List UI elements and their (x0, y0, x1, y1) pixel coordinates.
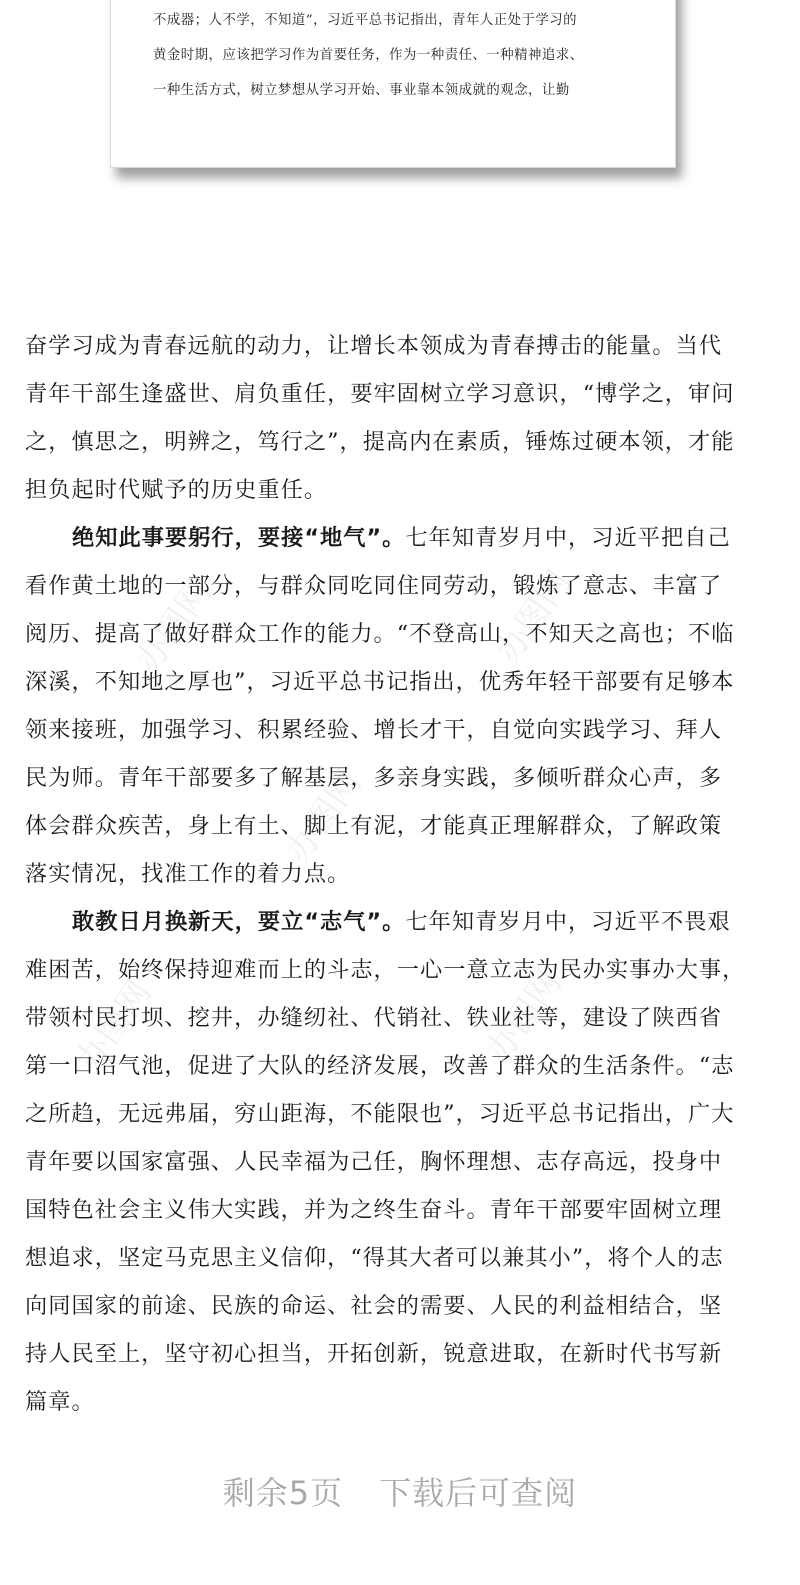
text-line: 想追求，坚定马克思主义信仰，“得其大者可以兼其小”，将个人的志 (25, 1245, 724, 1271)
text-line: 难困苦，始终保持迎难而上的斗志，一心一意立志为民办实事办大事， (25, 957, 746, 983)
text-run: 七年知青岁月中，习近平不畏艰 (405, 909, 731, 935)
paragraph-2 (25, 514, 775, 898)
text-line: 青年要以国家富强、人民幸福为己任，胸怀理想、志存高远，投身中 (25, 1149, 723, 1175)
text-line: 青年干部生逢盛世、肩负重任，要牢固树立学习意识，“博学之，审问 (25, 381, 735, 407)
text-line: 体会群众疾苦，身上有土、脚上有泥，才能真正理解群众，了解政策 (25, 813, 723, 839)
text-line: 担负起时代赋予的历史重任。 (25, 477, 328, 503)
text-line: 向同国家的前途、民族的命运、社会的需要、人民的利益相结合，坚 (25, 1293, 723, 1319)
remaining-pages-label: 剩余5页 (222, 1474, 344, 1512)
preview-card-text (153, 3, 673, 108)
card-line: 一种生活方式，树立梦想从学习开始、事业靠本领成就的观念，让勤 (153, 83, 570, 98)
text-line (25, 898, 775, 946)
text-line: 带领村民打坝、挖井，办缝纫社、代销社、铁业社等，建设了陕西省 (25, 1005, 723, 1031)
paragraph-heading: 绝知此事要躬行，要接“地气”。 (72, 525, 406, 551)
text-line: 之，慎思之，明辨之，笃行之”，提高内在素质，锤炼过硬本领，才能 (25, 429, 735, 455)
text-line: 国特色社会主义伟大实践，并为之终生奋斗。青年干部要牢固树立理 (25, 1197, 723, 1223)
text-line: 落实情况，找准工作的着力点。 (25, 861, 351, 887)
document-body (25, 322, 775, 1426)
paragraph-1 (25, 322, 775, 514)
text-line: 持人民至上，坚守初心担当，开拓创新，锐意进取，在新时代书写新 (25, 1341, 723, 1367)
watermark: 办图网 (278, 763, 370, 870)
remaining-pages-notice[interactable] (0, 1468, 800, 1514)
text-run: 七年知青岁月中，习近平把自己 (405, 525, 731, 551)
text-line: 奋学习成为青春远航的动力，让增长本领成为青春搏击的能量。当代 (25, 333, 723, 359)
text-line: 阅历、提高了做好群众工作的能力。“不登高山，不知天之高也；不临 (25, 621, 735, 647)
watermark: 办图网 (68, 973, 160, 1080)
text-line (25, 514, 775, 562)
watermark: 办图网 (488, 563, 580, 670)
watermark: 办图网 (128, 573, 220, 680)
download-hint-label: 下载后可查阅 (379, 1474, 578, 1512)
text-line: 篇章。 (25, 1389, 95, 1415)
text-line: 深溪，不知地之厚也”，习近平总书记指出，优秀年轻干部要有足够本 (25, 669, 735, 695)
text-line: 看作黄土地的一部分，与群众同吃同住同劳动，锻炼了意志、丰富了 (25, 573, 723, 599)
text-line: 领来接班，加强学习、积累经验、增长才干，自觉向实践学习、拜人 (25, 717, 723, 743)
text-line: 之所趋，无远弗届，穷山距海，不能限也”，习近平总书记指出，广大 (25, 1101, 735, 1127)
card-line: 黄金时期，应该把学习作为首要任务，作为一种责任、一种精神追求、 (153, 48, 584, 63)
paragraph-heading: 敢教日月换新天，要立“志气”。 (72, 909, 406, 935)
watermark: 办图网 (478, 963, 570, 1070)
text-line: 第一口沼气池，促进了大队的经济发展，改善了群众的生活条件。“志 (25, 1053, 735, 1079)
card-line: 不成器；人不学，不知道”，习近平总书记指出，青年人正处于学习的 (153, 13, 578, 28)
preview-page-card (110, 0, 676, 168)
text-line: 民为师。青年干部要多了解基层，多亲身实践，多倾听群众心声，多 (25, 765, 723, 791)
paragraph-3 (25, 898, 775, 1426)
